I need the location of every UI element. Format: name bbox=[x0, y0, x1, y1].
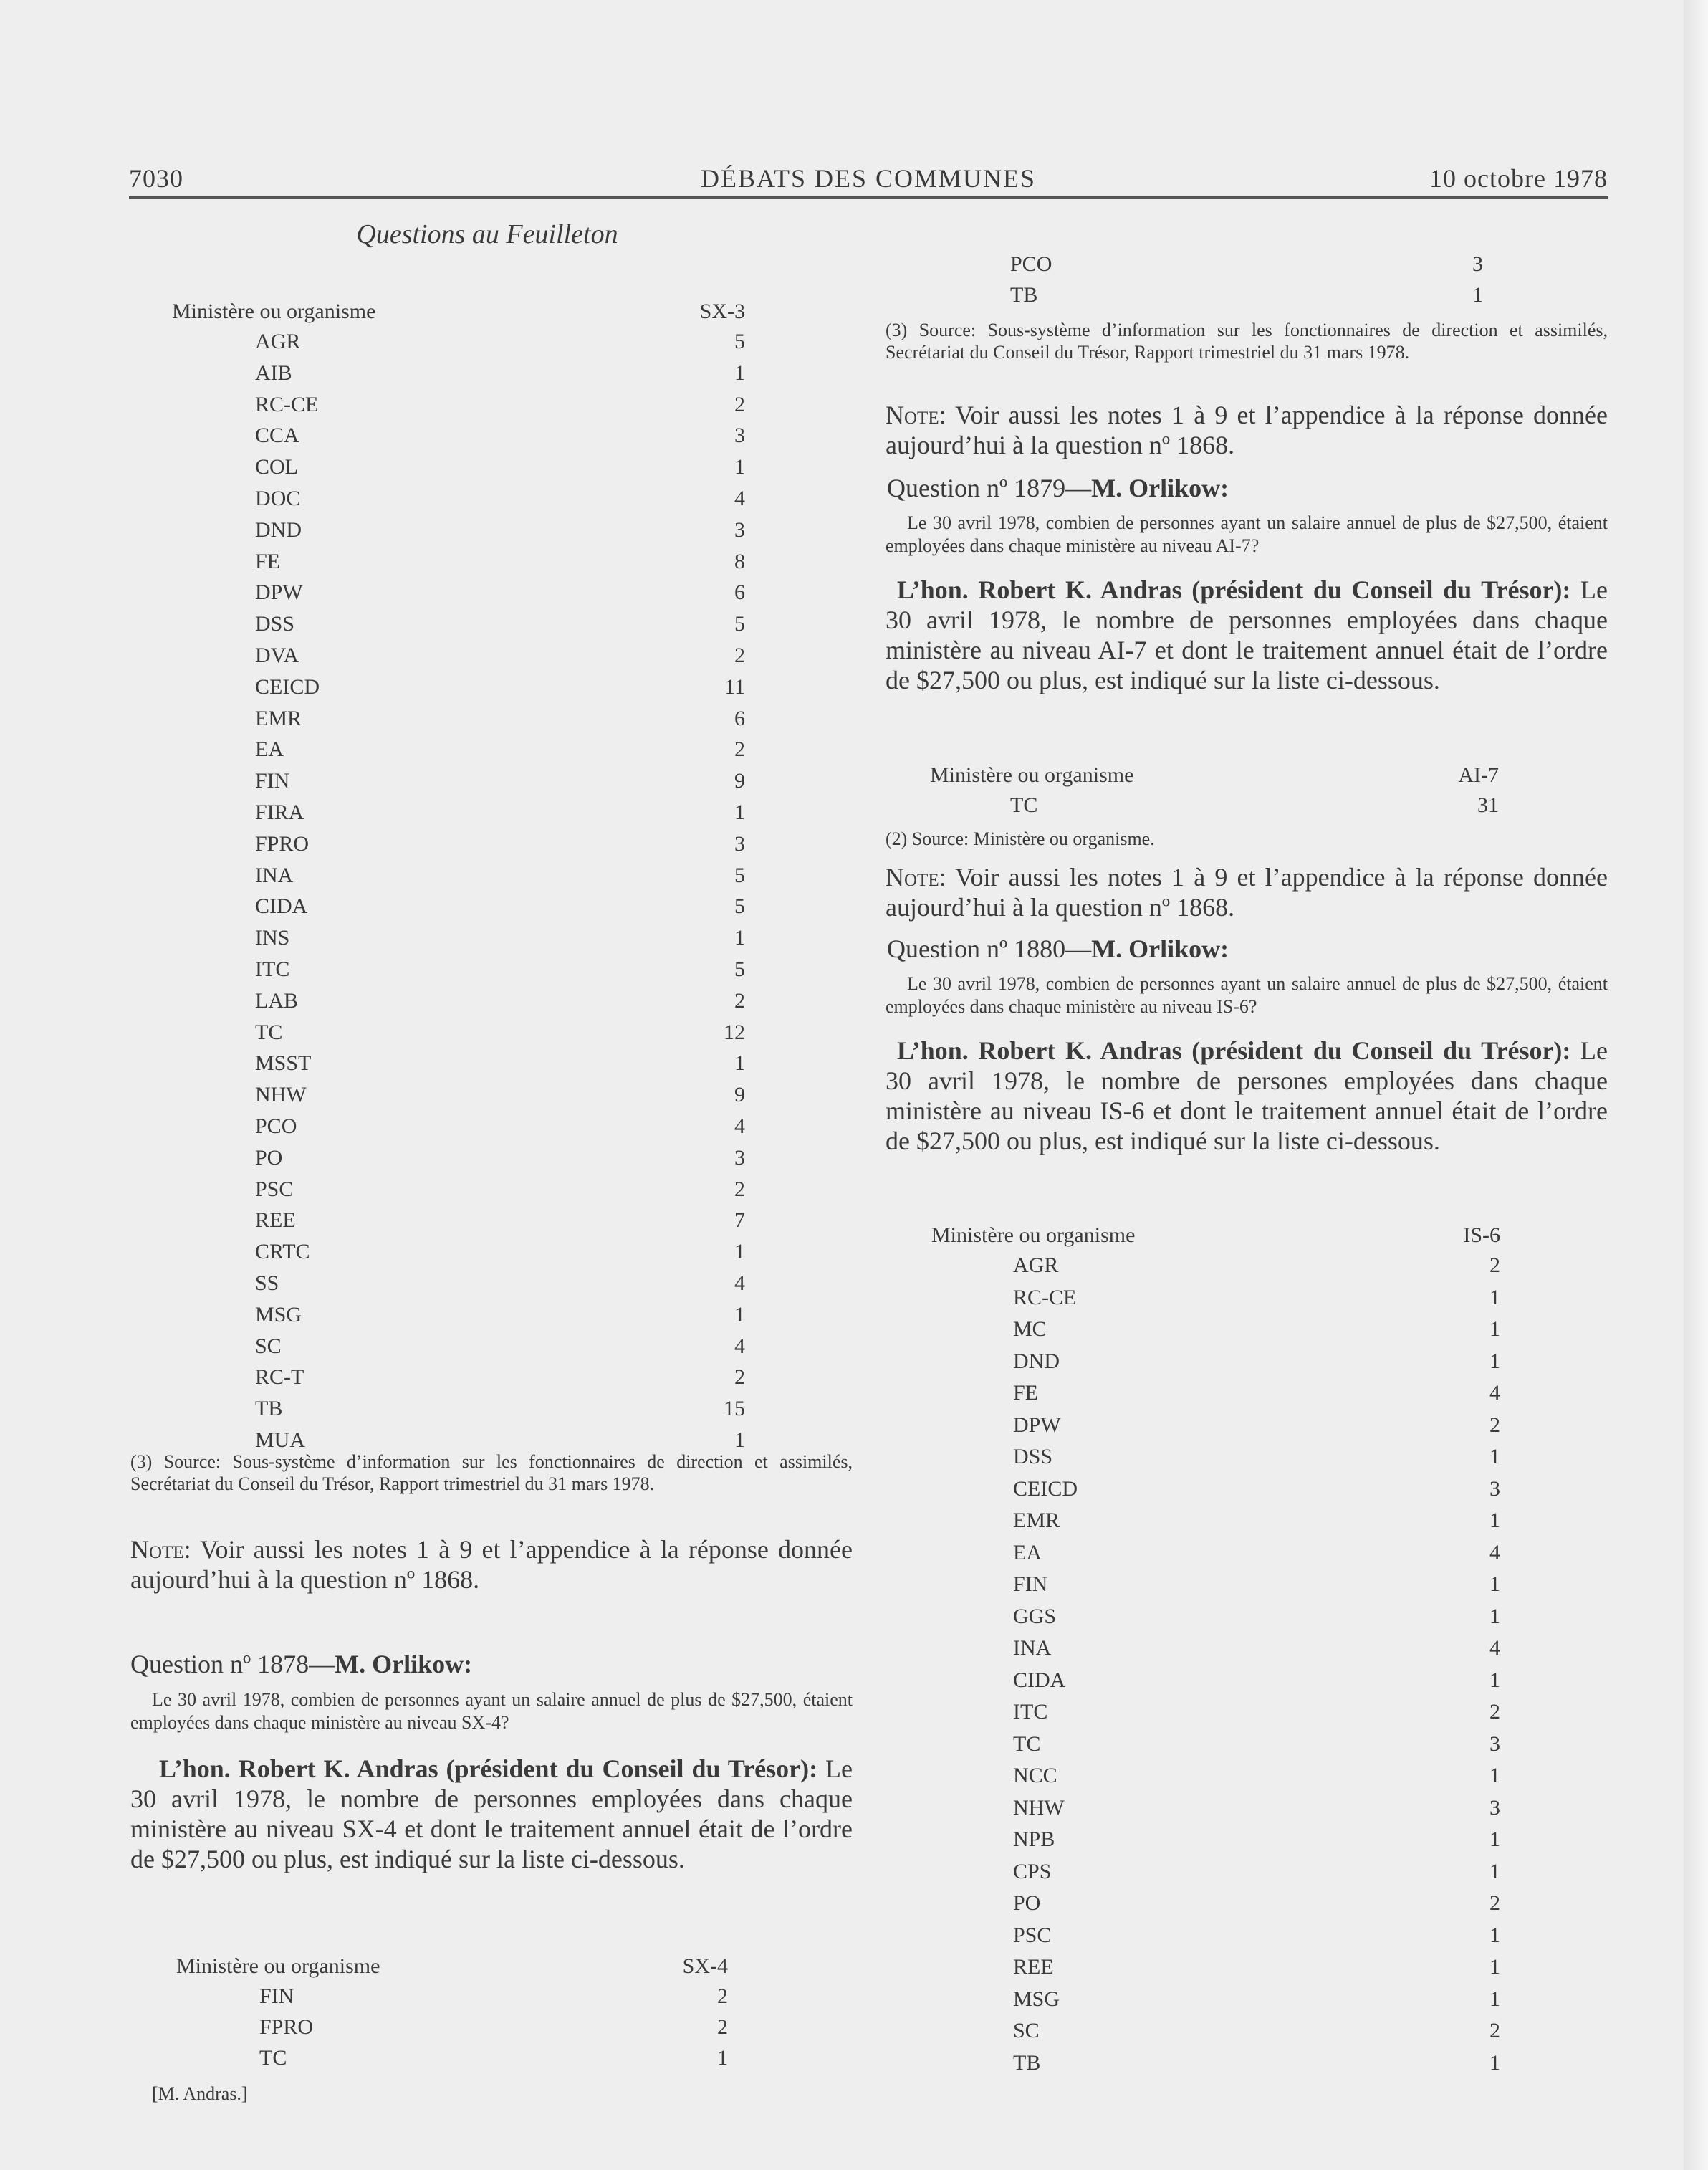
organization-code: NCC bbox=[1013, 1764, 1057, 1787]
question-heading-1879 bbox=[887, 473, 1229, 503]
table-row bbox=[931, 1732, 1500, 1764]
employee-count: 9 bbox=[734, 769, 745, 793]
employee-count: 5 bbox=[734, 863, 745, 887]
organization-code: TB bbox=[255, 1397, 283, 1421]
organization-code: NHW bbox=[1013, 1795, 1065, 1820]
employee-count: 1 bbox=[717, 2046, 728, 2070]
organization-code: TC bbox=[1010, 793, 1038, 817]
table-header bbox=[931, 1223, 1500, 1255]
table-row bbox=[172, 1114, 745, 1146]
table-row bbox=[931, 1605, 1500, 1636]
employee-count: 2 bbox=[734, 644, 745, 667]
table-row bbox=[172, 707, 745, 738]
table-row bbox=[172, 1397, 745, 1428]
column-header-name: Ministère ou organisme bbox=[930, 763, 1134, 787]
employee-count: 5 bbox=[734, 957, 745, 981]
employee-count: 1 bbox=[1489, 1827, 1500, 1851]
question-heading-1880 bbox=[887, 934, 1229, 964]
employee-count: 3 bbox=[1489, 1731, 1500, 1756]
table-row bbox=[931, 1827, 1500, 1859]
employee-count: 2 bbox=[1489, 2019, 1500, 2042]
organization-code: DVA bbox=[255, 644, 299, 667]
table-row bbox=[931, 1477, 1500, 1509]
answer-text: Le 30 avril 1978, le nombre de personnes employées dans chaque ministère au niveau SX-4 et dont le traitement annuel était de l’ordre de $27,500 ou plus, est indiqué sur la liste ci-dessous. bbox=[130, 1754, 853, 1873]
table-row bbox=[931, 1923, 1500, 1955]
question-asker: M. Orlikow: bbox=[1091, 474, 1229, 502]
employee-count: 1 bbox=[734, 360, 745, 385]
organization-code: FIRA bbox=[255, 800, 304, 824]
organization-code: INA bbox=[255, 863, 294, 887]
organization-code: DPW bbox=[1013, 1413, 1061, 1437]
employee-count: 2 bbox=[734, 1365, 745, 1390]
organization-code: AIB bbox=[255, 360, 292, 385]
organization-code: MSST bbox=[255, 1051, 312, 1076]
employee-count: 4 bbox=[1489, 1540, 1500, 1564]
organization-code: SC bbox=[255, 1334, 282, 1358]
table-row bbox=[931, 252, 1483, 284]
organization-code: MUA bbox=[255, 1428, 306, 1452]
answer-1878 bbox=[130, 1754, 853, 1874]
employee-count: 1 bbox=[1489, 1668, 1500, 1692]
table-row bbox=[931, 1860, 1500, 1891]
organization-code: TC bbox=[259, 2046, 287, 2070]
table-row bbox=[931, 1445, 1500, 1476]
table-row bbox=[172, 1240, 745, 1271]
organization-code: CCA bbox=[255, 424, 299, 448]
table-row bbox=[172, 424, 745, 455]
question-asker: M. Orlikow: bbox=[1091, 935, 1229, 963]
table-row bbox=[931, 1891, 1500, 1923]
employee-count: 1 bbox=[1489, 2050, 1500, 2075]
organization-code: MSG bbox=[1013, 1987, 1060, 2011]
column-header-value: AI-7 bbox=[1458, 763, 1499, 787]
employee-count: 3 bbox=[734, 1145, 745, 1170]
table-row bbox=[931, 1668, 1500, 1700]
employee-count: 7 bbox=[734, 1208, 745, 1233]
question-heading-1878 bbox=[130, 1649, 472, 1679]
organization-code: CIDA bbox=[1013, 1668, 1066, 1692]
column-header-name: Ministère ou organisme bbox=[176, 1954, 380, 1978]
employee-count: 2 bbox=[734, 1177, 745, 1201]
answer-speaker: L’hon. Robert K. Andras (président du Conseil du Trésor): bbox=[897, 575, 1571, 604]
table-row bbox=[172, 832, 745, 864]
table-row bbox=[172, 1021, 745, 1052]
note-text: Voir aussi les notes 1 à 9 et l’appendice à la réponse donnée aujourd’hui à la question nº 1868. bbox=[886, 401, 1608, 459]
organization-code: LAB bbox=[255, 988, 298, 1013]
table-row bbox=[172, 1051, 745, 1083]
table-row bbox=[172, 1208, 745, 1240]
table-row bbox=[931, 283, 1483, 315]
employee-count: 1 bbox=[734, 1428, 745, 1452]
employee-count: 5 bbox=[734, 612, 745, 636]
employee-count: 1 bbox=[1489, 1509, 1500, 1532]
source-note-sx3: (3) Source: Sous-système d’information sur les fonctionnaires de direction et assimilés, Secrétariat du Conseil du Trésor, Rapport trimestriel du 31 mars 1978. bbox=[130, 1451, 853, 1494]
table-row bbox=[931, 1700, 1500, 1731]
employee-count: 1 bbox=[734, 800, 745, 824]
question-text-1878: Le 30 avril 1978, combien de personnes ayant un salaire annuel de plus de $27,500, étaient employées dans chaque ministère au niveau SX-4? bbox=[130, 1689, 853, 1733]
organization-code: INA bbox=[1013, 1636, 1052, 1660]
employee-count: 4 bbox=[1489, 1381, 1500, 1405]
table-row bbox=[172, 393, 745, 424]
note-label: Note: bbox=[886, 401, 946, 429]
organization-code: FE bbox=[255, 549, 281, 573]
column-header-value: SX-3 bbox=[699, 300, 745, 323]
organization-code: FIN bbox=[255, 769, 290, 793]
organization-code: TC bbox=[1013, 1731, 1041, 1756]
table-header bbox=[930, 763, 1499, 795]
question-number: Question nº 1878— bbox=[130, 1650, 335, 1678]
organization-code: FE bbox=[1013, 1381, 1039, 1405]
employee-count: 1 bbox=[1489, 1317, 1500, 1341]
employee-count: 4 bbox=[734, 1334, 745, 1358]
question-number: Question nº 1880— bbox=[887, 935, 1092, 963]
employee-count: 1 bbox=[734, 455, 745, 479]
note-label: Note: bbox=[130, 1535, 191, 1564]
employee-count: 3 bbox=[734, 424, 745, 448]
table-row bbox=[172, 1146, 745, 1177]
column-header-name: Ministère ou organisme bbox=[931, 1223, 1136, 1247]
page-header bbox=[129, 159, 1608, 199]
table-row bbox=[172, 1083, 745, 1114]
organization-code: TB bbox=[1013, 2050, 1041, 2075]
organization-code: RC-T bbox=[255, 1365, 304, 1390]
employee-count: 2 bbox=[1489, 1700, 1500, 1724]
organization-code: DSS bbox=[1013, 1445, 1053, 1468]
employee-count: 4 bbox=[734, 1271, 745, 1295]
organization-code: CIDA bbox=[255, 894, 308, 919]
table-row bbox=[172, 675, 745, 707]
employee-count: 4 bbox=[734, 487, 745, 510]
employee-count: 31 bbox=[1477, 793, 1499, 817]
organization-code: PO bbox=[1013, 1891, 1041, 1915]
note-paragraph bbox=[130, 1534, 853, 1595]
organization-code: PSC bbox=[255, 1177, 294, 1201]
table-row bbox=[931, 2019, 1500, 2050]
organization-code: MSG bbox=[255, 1302, 302, 1327]
page-number: 7030 bbox=[129, 164, 183, 193]
table-row bbox=[172, 518, 745, 550]
organization-code: EA bbox=[255, 737, 284, 762]
organization-code: ITC bbox=[255, 957, 290, 981]
table-row bbox=[931, 1764, 1500, 1795]
employee-count: 1 bbox=[1489, 1285, 1500, 1309]
note-text: Voir aussi les notes 1 à 9 et l’appendice à la réponse donnée aujourd’hui à la question nº 1868. bbox=[886, 863, 1608, 922]
employee-count: 3 bbox=[1489, 1476, 1500, 1501]
column-header-value: IS-6 bbox=[1463, 1223, 1500, 1247]
question-text-1880: Le 30 avril 1978, combien de personnes ayant un salaire annuel de plus de $27,500, étaient employées dans chaque ministère au niveau IS-6? bbox=[886, 973, 1608, 1017]
employee-count: 6 bbox=[734, 706, 745, 730]
answer-speaker: L’hon. Robert K. Andras (président du Conseil du Trésor): bbox=[897, 1036, 1571, 1065]
organization-code: SS bbox=[255, 1271, 279, 1295]
employee-count: 8 bbox=[734, 549, 745, 573]
employee-count: 5 bbox=[734, 894, 745, 919]
note-text: Voir aussi les notes 1 à 9 et l’appendice à la réponse donnée aujourd’hui à la question nº 1868. bbox=[130, 1535, 853, 1594]
employee-count: 9 bbox=[734, 1083, 745, 1107]
table-row bbox=[931, 1509, 1500, 1540]
organization-code: CEICD bbox=[1013, 1476, 1078, 1501]
table-row bbox=[931, 1381, 1500, 1413]
organization-code: DPW bbox=[255, 580, 303, 605]
employee-count: 1 bbox=[734, 926, 745, 950]
column-header-name: Ministère ou organisme bbox=[172, 300, 376, 323]
table-row bbox=[172, 957, 745, 989]
employee-count: 2 bbox=[734, 988, 745, 1013]
table-header bbox=[172, 300, 745, 331]
employee-count: 5 bbox=[734, 330, 745, 353]
table-row bbox=[176, 1984, 728, 2016]
note-paragraph bbox=[886, 862, 1608, 922]
table-row bbox=[931, 1349, 1500, 1381]
organization-code: MC bbox=[1013, 1317, 1047, 1341]
table-row bbox=[931, 1987, 1500, 2019]
table-row bbox=[931, 1636, 1500, 1668]
column-header-value: SX-4 bbox=[682, 1954, 728, 1978]
organization-code: RC-CE bbox=[255, 392, 319, 416]
organization-code: PCO bbox=[1010, 252, 1052, 276]
question-asker: M. Orlikow: bbox=[335, 1650, 473, 1678]
table-row bbox=[172, 487, 745, 518]
table-row bbox=[172, 1365, 745, 1397]
organization-code: AGR bbox=[255, 330, 301, 353]
organization-code: COL bbox=[255, 455, 298, 479]
employee-count: 2 bbox=[717, 1984, 728, 2008]
table-row bbox=[172, 1177, 745, 1209]
table-row bbox=[172, 926, 745, 957]
table-row bbox=[172, 989, 745, 1021]
employee-count: 1 bbox=[734, 1051, 745, 1076]
question-text-1879: Le 30 avril 1978, combien de personnes ayant un salaire annuel de plus de $27,500, étaient employées dans chaque ministère au niveau AI-7? bbox=[886, 512, 1608, 556]
employee-count: 2 bbox=[717, 2015, 728, 2039]
organization-code: TB bbox=[1010, 283, 1038, 307]
employee-count: 2 bbox=[734, 737, 745, 762]
employee-count: 3 bbox=[1472, 252, 1483, 276]
note-paragraph bbox=[886, 400, 1608, 460]
table-row bbox=[172, 644, 745, 675]
table-row bbox=[172, 1334, 745, 1366]
table-row bbox=[931, 1955, 1500, 1987]
table-row bbox=[172, 769, 745, 800]
table-row bbox=[930, 793, 1499, 825]
organization-code: DND bbox=[255, 517, 302, 542]
employee-count: 4 bbox=[734, 1114, 745, 1138]
employee-count: 1 bbox=[1489, 1859, 1500, 1883]
table-row bbox=[172, 800, 745, 832]
employee-count: 3 bbox=[1489, 1795, 1500, 1820]
table-row bbox=[172, 612, 745, 644]
employee-count: 1 bbox=[734, 1302, 745, 1327]
employee-count: 2 bbox=[1489, 1253, 1500, 1277]
organization-code: DSS bbox=[255, 612, 295, 636]
answer-speaker: L’hon. Robert K. Andras (président du Conseil du Trésor): bbox=[159, 1754, 818, 1783]
organization-code: PSC bbox=[1013, 1923, 1052, 1947]
table-row bbox=[176, 2046, 728, 2078]
organization-code: CRTC bbox=[255, 1240, 310, 1264]
table-row bbox=[172, 1303, 745, 1334]
employee-count: 2 bbox=[1489, 1891, 1500, 1915]
employee-count: 4 bbox=[1489, 1636, 1500, 1660]
answer-1880 bbox=[886, 1036, 1608, 1156]
employee-count: 1 bbox=[1489, 1764, 1500, 1787]
employee-count: 1 bbox=[1489, 1445, 1500, 1468]
answer-text: Le 30 avril 1978, le nombre de personnes employées dans chaque ministère au niveau AI-7 et dont le traitement annuel était de l’ordre de $27,500 ou plus, est indiqué sur la liste ci-dessous. bbox=[886, 575, 1608, 694]
table-row bbox=[931, 1286, 1500, 1317]
employee-count: 3 bbox=[734, 831, 745, 856]
table-row bbox=[172, 864, 745, 895]
page-header-title: DÉBATS DES COMMUNES bbox=[700, 164, 1037, 193]
organization-code: PCO bbox=[255, 1114, 297, 1138]
source-note-ai7: (2) Source: Ministère ou organisme. bbox=[886, 828, 1155, 849]
employee-count: 3 bbox=[734, 517, 745, 542]
employee-count: 12 bbox=[724, 1020, 745, 1044]
table-row bbox=[172, 737, 745, 769]
organization-code: SC bbox=[1013, 2019, 1040, 2042]
table-row bbox=[931, 2051, 1500, 2083]
organization-code: CEICD bbox=[255, 674, 320, 699]
employee-count: 1 bbox=[1472, 283, 1483, 307]
organization-code: DND bbox=[1013, 1349, 1060, 1373]
table-row bbox=[931, 1413, 1500, 1445]
table-row bbox=[172, 1271, 745, 1303]
section-subheading: Questions au Feuilleton bbox=[356, 219, 618, 249]
note-label: Note: bbox=[886, 863, 946, 892]
employee-count: 15 bbox=[724, 1397, 745, 1421]
organization-code: REE bbox=[255, 1208, 296, 1233]
answer-text: Le 30 avril 1978, le nombre de persones employées dans chaque ministère au niveau IS-6 et dont le traitement annuel était de l’ordre de $27,500 ou plus, est indiqué sur la liste ci-dessous. bbox=[886, 1036, 1608, 1155]
employee-count: 2 bbox=[1489, 1413, 1500, 1437]
employee-count: 1 bbox=[1489, 1604, 1500, 1628]
table-row bbox=[931, 1796, 1500, 1827]
table-row bbox=[176, 2015, 728, 2047]
organization-code: ITC bbox=[1013, 1700, 1048, 1724]
organization-code: DOC bbox=[255, 487, 301, 510]
table-row bbox=[172, 330, 745, 361]
table-row bbox=[172, 894, 745, 926]
organization-code: EMR bbox=[1013, 1509, 1060, 1532]
table-row bbox=[172, 580, 745, 612]
organization-code: EMR bbox=[255, 706, 302, 730]
organization-code: INS bbox=[255, 926, 290, 950]
organization-code: CPS bbox=[1013, 1859, 1052, 1883]
employee-count: 1 bbox=[1489, 1955, 1500, 1979]
table-row bbox=[931, 1253, 1500, 1285]
employee-count: 11 bbox=[724, 674, 745, 699]
speaker-signature: [M. Andras.] bbox=[152, 2083, 248, 2104]
source-note-sx4: (3) Source: Sous-système d’information sur les fonctionnaires de direction et assimilés, Secrétariat du Conseil du Trésor, Rapport trimestriel du 31 mars 1978. bbox=[886, 320, 1608, 363]
organization-code: RC-CE bbox=[1013, 1285, 1077, 1309]
table-row bbox=[931, 1572, 1500, 1604]
organization-code: NHW bbox=[255, 1083, 307, 1107]
table-row bbox=[172, 361, 745, 393]
organization-code: GGS bbox=[1013, 1604, 1057, 1628]
table-row bbox=[172, 455, 745, 487]
employee-count: 2 bbox=[734, 392, 745, 416]
organization-code: FIN bbox=[1013, 1572, 1048, 1596]
organization-code: FPRO bbox=[259, 2015, 314, 2039]
table-row bbox=[172, 550, 745, 581]
employee-count: 1 bbox=[1489, 1923, 1500, 1947]
table-row bbox=[931, 1541, 1500, 1572]
employee-count: 1 bbox=[734, 1240, 745, 1264]
organization-code: PO bbox=[255, 1145, 283, 1170]
table-row bbox=[931, 1317, 1500, 1349]
organization-code: FIN bbox=[259, 1984, 294, 2008]
organization-code: TC bbox=[255, 1020, 283, 1044]
organization-code: FPRO bbox=[255, 831, 310, 856]
organization-code: EA bbox=[1013, 1540, 1042, 1564]
employee-count: 1 bbox=[1489, 1349, 1500, 1373]
organization-code: REE bbox=[1013, 1955, 1054, 1979]
employee-count: 6 bbox=[734, 580, 745, 605]
organization-code: AGR bbox=[1013, 1253, 1059, 1277]
question-number: Question nº 1879— bbox=[887, 474, 1092, 502]
page-edge bbox=[1684, 0, 1708, 2170]
organization-code: NPB bbox=[1013, 1827, 1055, 1851]
employee-count: 1 bbox=[1489, 1572, 1500, 1596]
answer-1879 bbox=[886, 575, 1608, 695]
page-date: 10 octobre 1978 bbox=[1429, 164, 1608, 193]
employee-count: 1 bbox=[1489, 1987, 1500, 2011]
table-header bbox=[176, 1954, 728, 1986]
